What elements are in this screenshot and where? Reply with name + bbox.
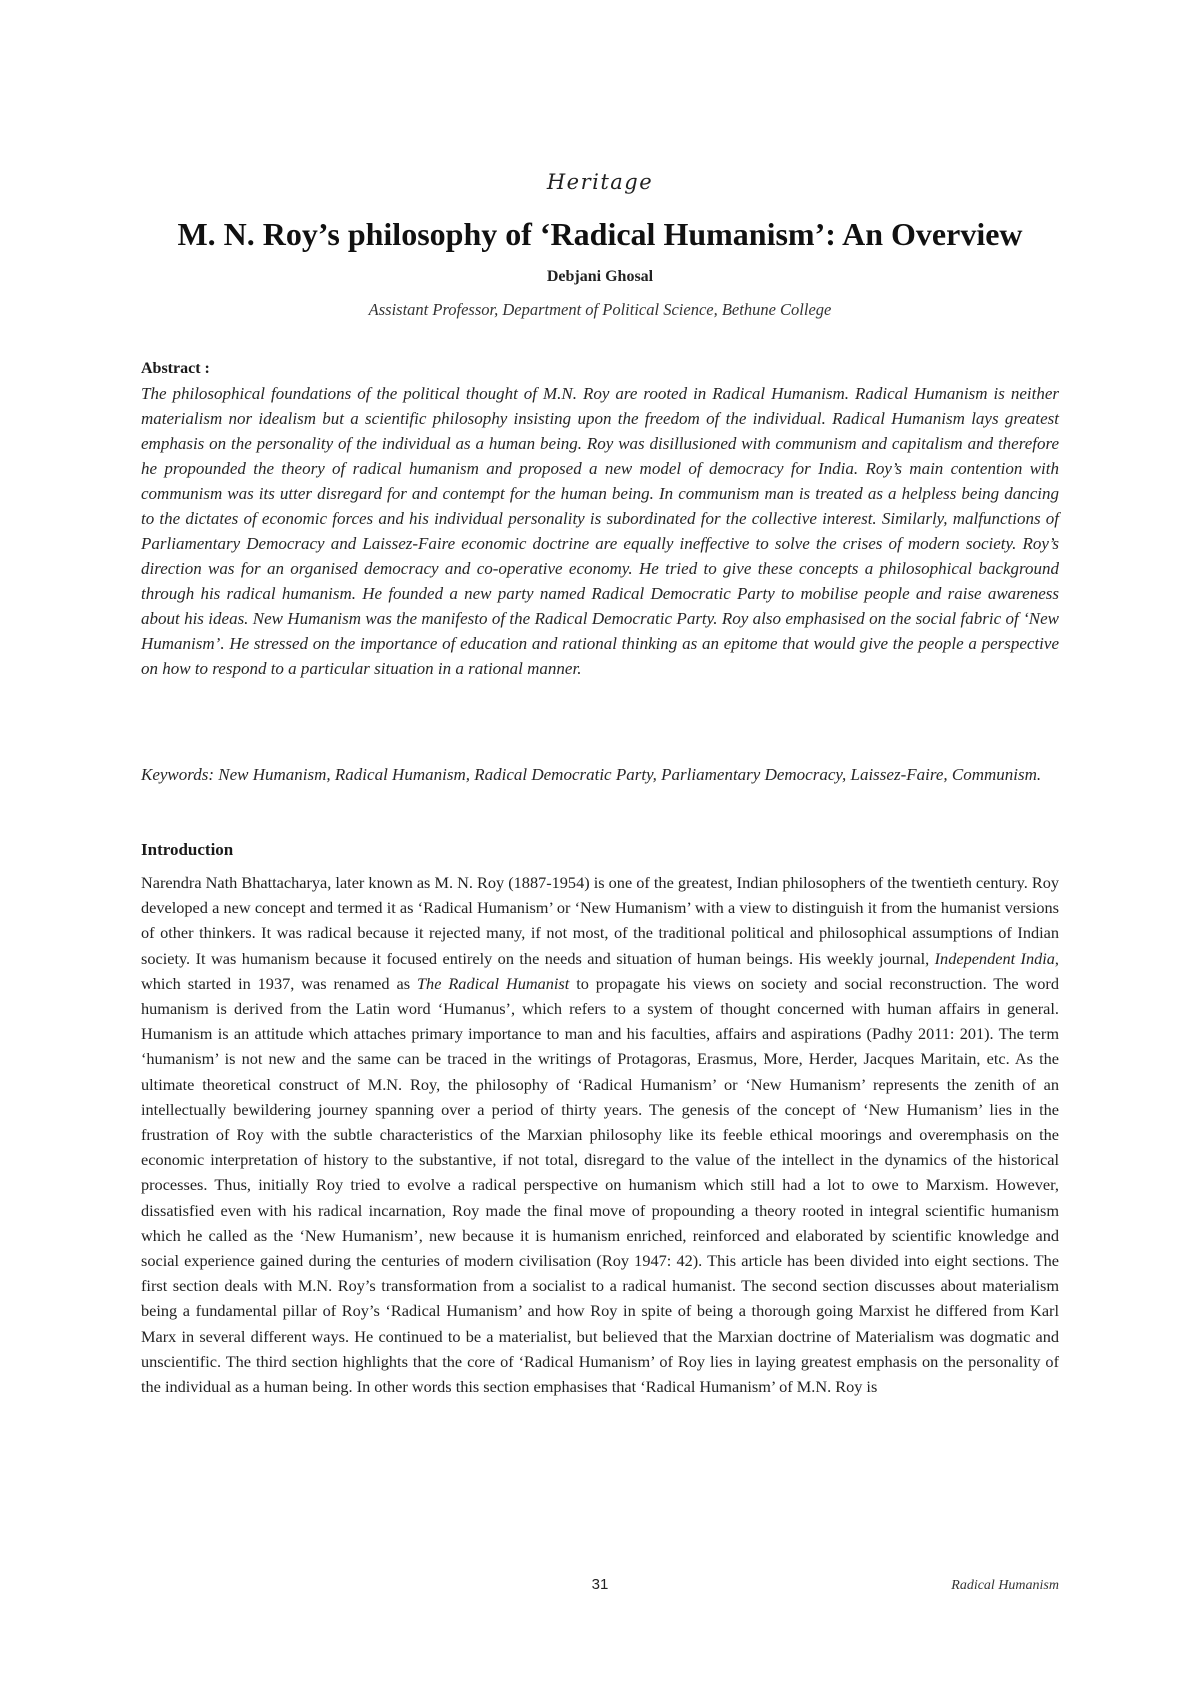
introduction-body (141, 870, 1059, 1399)
article-page (141, 0, 1059, 1698)
running-footer-title: Radical Humanism (951, 1578, 1059, 1593)
author-affiliation: Assistant Professor, Department of Political Science, Bethune College (368, 300, 832, 319)
abstract-body: The philosophical foundations of the political thought of M.N. Roy are rooted in Radical Humanism. Radical Humanism is neither materialism nor idealism but a scientific philosophy insisting upon the freedom of the individual. Radical Humanism lays greatest emphasis on the personality of the individual as a human being. Roy was disillusioned with communism and capitalism and therefore he propounded the theory of radical humanism and proposed a new model of democracy for India. Roy’s main contention with communism was its utter disregard for and contempt for the human being. In communism man is treated as a helpless being dancing to the dictates of economic forces and his individual personality is subordinated for the collective interest. Similarly, malfunctions of Parliamentary Democracy and Laissez-Faire economic doctrine are equally ineffective to solve the crises of modern society. Roy’s direction was for an organised democracy and co-operative economy. He tried to give these concepts a philosophical background through his radical humanism. He founded a new party named Radical Democratic Party to mobilise people and raise awareness about his ideas. New Humanism was the manifesto of the Radical Democratic Party. Roy also emphasised on the social fabric of ‘New Humanism’. He stressed on the importance of education and rational thinking as an epitome that would give the people a perspective on how to respond to a particular situation in a rational manner. (141, 384, 1059, 678)
introduction-text-part-3: to propagate his views on society and social reconstruction. The word humanism is derived from the Latin word ‘Humanus’, which refers to a system of thought concerned with human affairs in general. Humanism is an attitude which attaches primary importance to man and his faculties, affairs and aspirations (Padhy 2011: 201). The term ‘humanism’ is not new and the same can be traced in the writings of Protagoras, Erasmus, More, Herder, Jacques Maritain, etc. As the ultimate theoretical construct of M.N. Roy, the philosophy of ‘Radical Humanism’ or ‘New Humanism’ represents the zenith of an intellectually bewildering journey spanning over a period of thirty years. The genesis of the concept of ‘New Humanism’ lies in the frustration of Roy with the subtle characteristics of the Marxian philosophy like its feeble ethical moorings and overemphasis on the economic interpretation of history to the substantive, if not total, disregard to the value of the intellect in the dynamics of the historical processes. Thus, initially Roy tried to evolve a radical perspective on humanism which still had a lot to owe to Marxism. However, dissatisfied even with his radical incarnation, Roy made the final move of propounding a theory rooted in integral scientific humanism which he called as the ‘New Humanism’, new because it is humanism enriched, reinforced and elaborated by scientific knowledge and social experience gained during the centuries of modern civilisation (Roy 1947: 42). This article has been divided into eight sections. The first section deals with M.N. Roy’s transformation from a socialist to a radical humanist. The second section discusses about materialism being a fundamental pillar of Roy’s ‘Radical Humanism’ and how Roy in spite of being a thorough going Marxist he differed from Karl Marx in several different ways. He continued to be a materialist, but believed that the Marxian doctrine of Materialism was dogmatic and unscientific. The third section highlights that the core of ‘Radical Humanism’ of Roy lies in laying greatest emphasis on the personality of the individual as a human being. In other words this section emphasises that ‘Radical Humanism’ of M.N. Roy is (141, 973, 1059, 1397)
keywords: Keywords: New Humanism, Radical Humanism, Radical Democratic Party, Parliamentary Democracy, Laissez-Faire, Communism. (141, 765, 1042, 784)
introduction-heading: Introduction (141, 840, 234, 859)
section-tag: Heritage (546, 170, 654, 194)
page-number: 31 (591, 1576, 609, 1593)
journal-title-independent-india: Independent India (934, 948, 1055, 968)
abstract-heading: Abstract : (141, 360, 210, 377)
introduction-text-part-2: , which started in 1937, was renamed as (141, 948, 1059, 993)
author-name: Debjani Ghosal (546, 268, 654, 285)
article-title: M. N. Roy’s philosophy of ‘Radical Humanism’: An Overview (177, 216, 1023, 252)
introduction-text-part-1: Narendra Nath Bhattacharya, later known as M. N. Roy (1887-1954) is one of the greatest, Indian philosophers of the twentieth century. Roy developed a new concept and termed it as ‘Radical Humanism’ or ‘New Humanism’ with a view to distinguish it from the humanist versions of other thinkers. It was radical because it rejected many, if not most, of the traditional political and philosophical assumptions of Indian society. It was humanism because it focused entirely on the needs and situation of human beings. His weekly journal, (141, 873, 1059, 968)
journal-title-radical-humanist: The Radical Humanist (417, 973, 570, 993)
